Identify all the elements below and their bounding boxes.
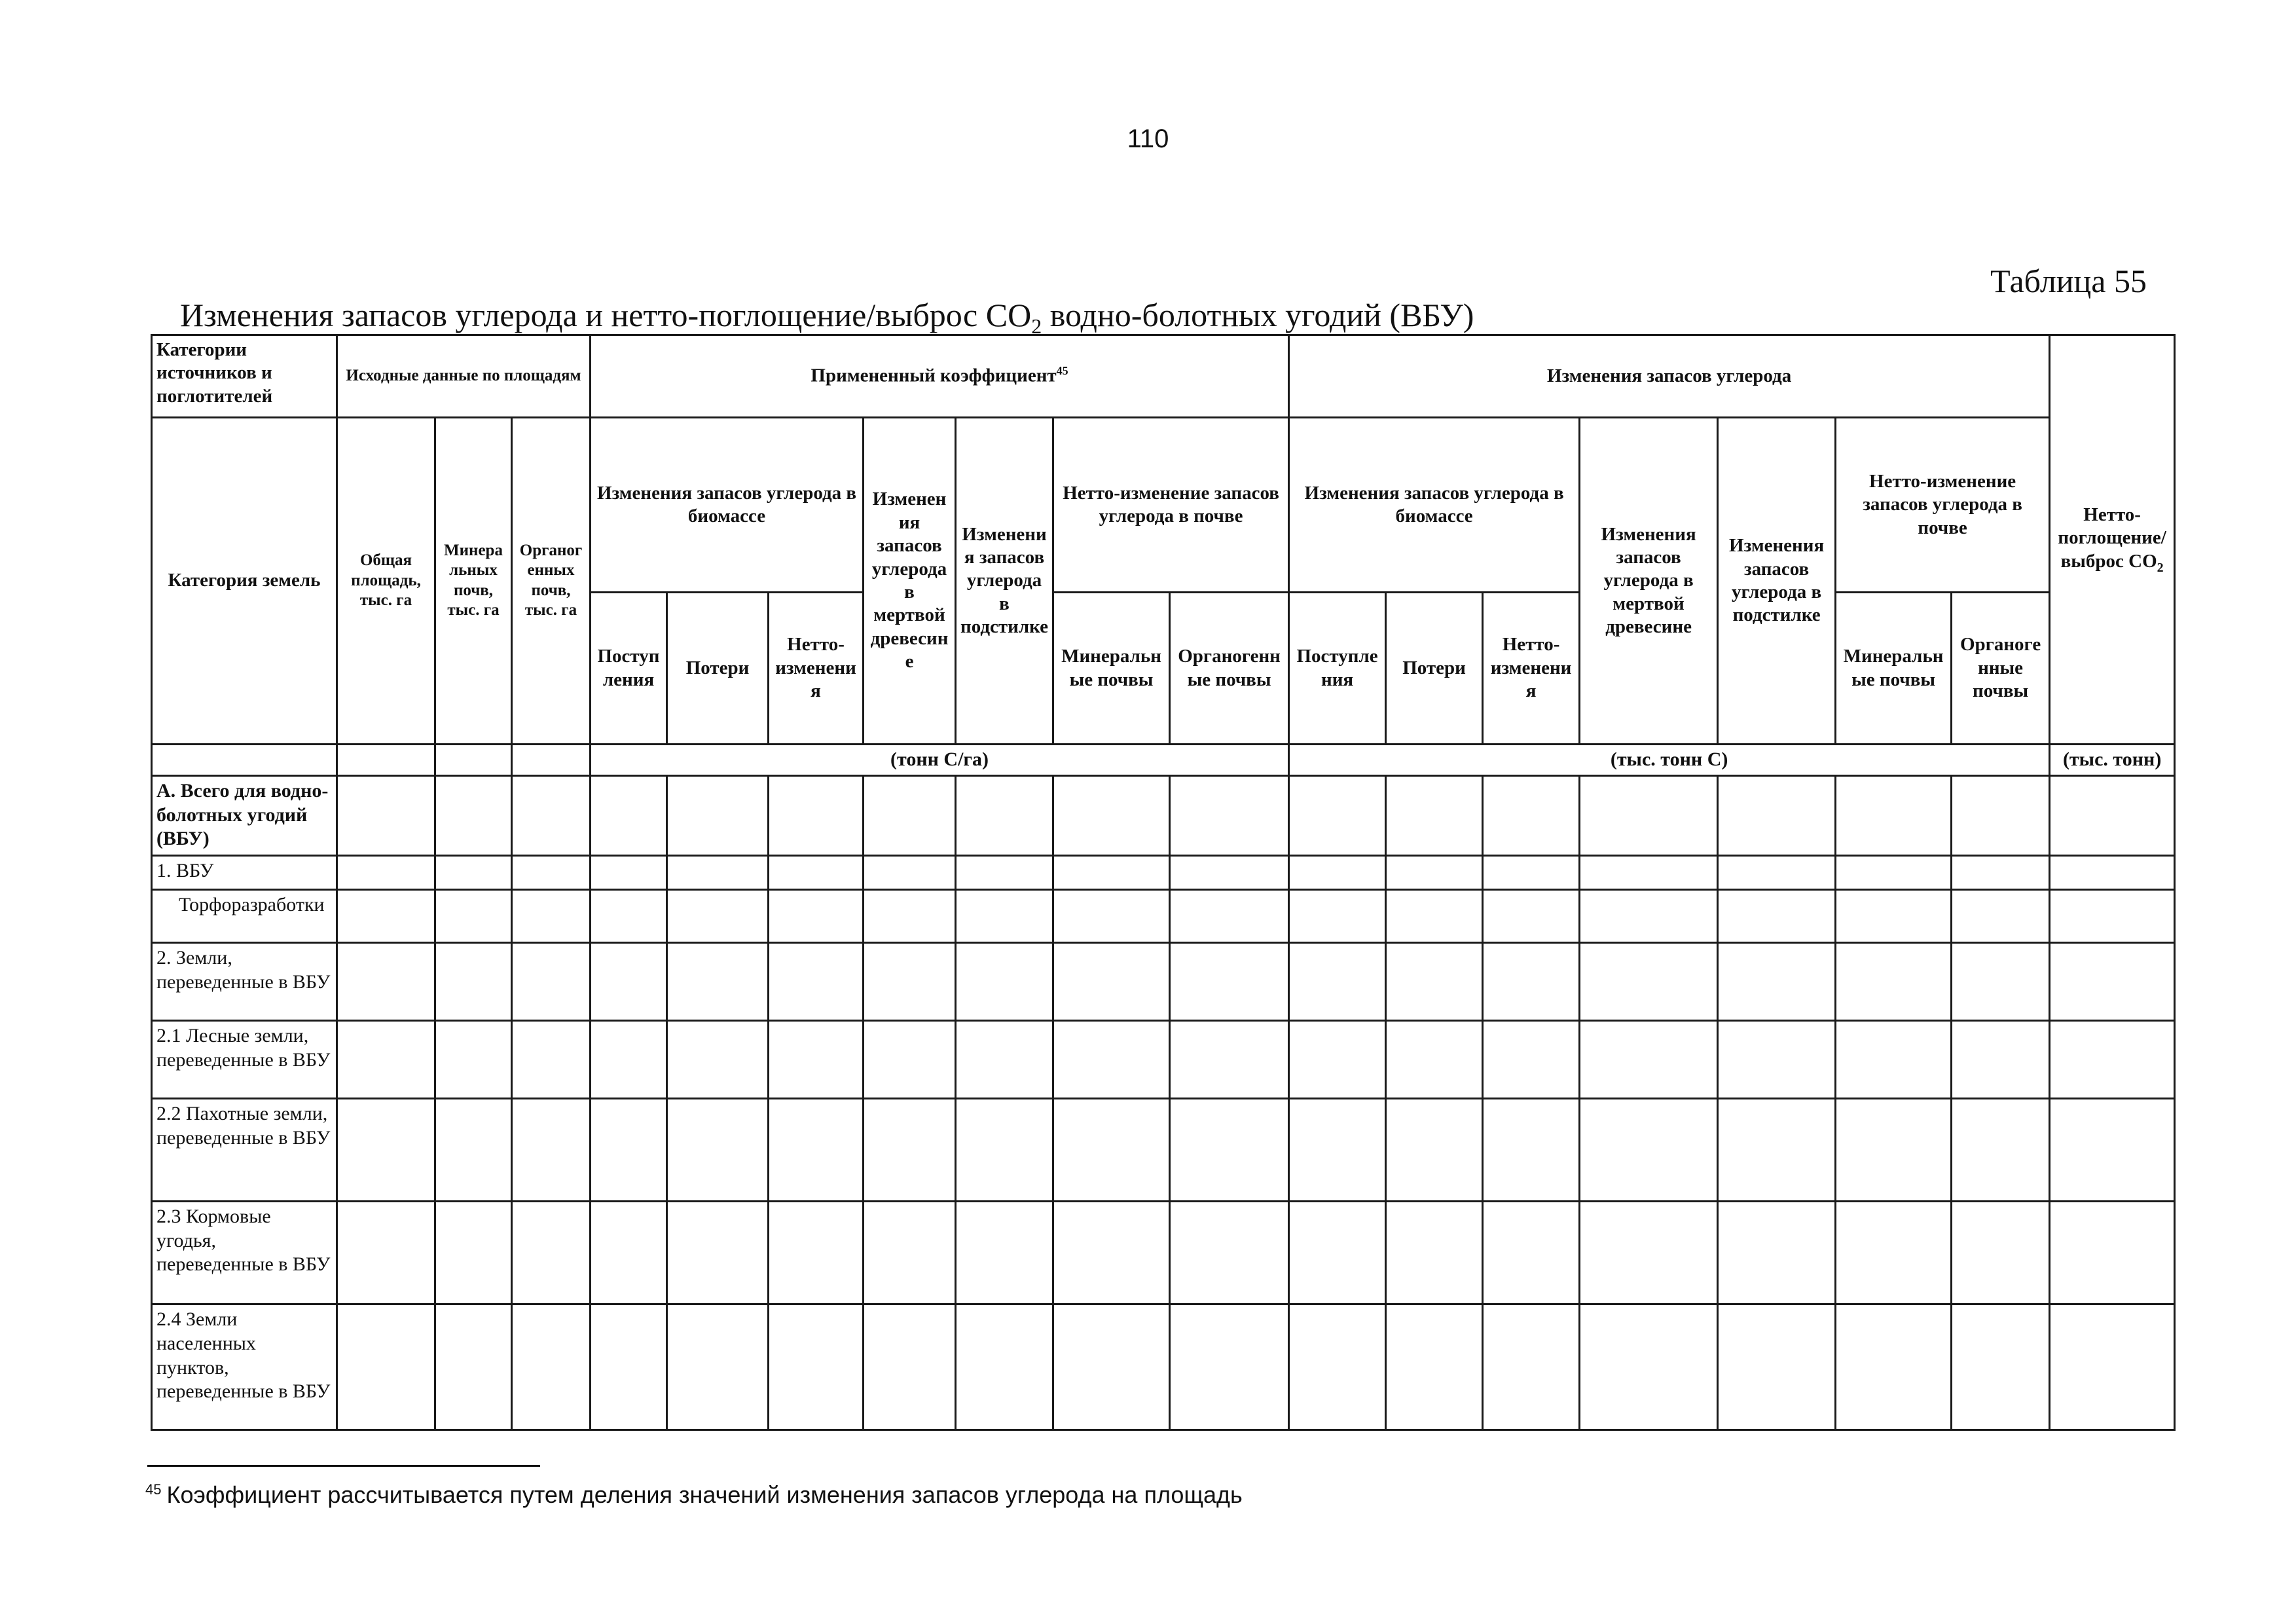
empty-cell — [1483, 890, 1580, 943]
empty-cell — [1483, 1304, 1580, 1430]
table-row — [152, 890, 2175, 943]
header-total-area: Общая площадь, тыс. га — [337, 417, 435, 744]
empty-cell — [435, 1098, 512, 1201]
empty-cell — [1289, 1021, 1386, 1099]
empty-cell — [1289, 1304, 1386, 1430]
stock-organic-soils: Органогенные почвы — [1952, 593, 2050, 745]
empty-cell — [1718, 943, 1836, 1021]
unit-empty-cell — [152, 744, 337, 775]
empty-cell — [337, 1021, 435, 1099]
empty-cell — [956, 1304, 1053, 1430]
empty-cell — [1580, 776, 1718, 856]
empty-cell — [337, 1202, 435, 1304]
coef-deadwood-changes: Изменения запасов углерода в мертвой древесине — [864, 417, 956, 744]
table-row — [152, 943, 2175, 1021]
stock-mineral-soils: Минеральные почвы — [1836, 593, 1952, 745]
stock-biomass-changes: Изменения запасов углерода в биомассе — [1289, 417, 1580, 592]
empty-cell — [1836, 1021, 1952, 1099]
empty-cell — [769, 776, 864, 856]
empty-cell — [512, 1021, 591, 1099]
empty-cell — [1718, 1304, 1836, 1430]
empty-cell — [435, 1202, 512, 1304]
empty-cell — [1386, 1021, 1483, 1099]
empty-cell — [1170, 943, 1289, 1021]
table-label: Таблица 55 — [1990, 263, 2147, 299]
empty-cell — [1718, 1098, 1836, 1201]
empty-cell — [1053, 943, 1170, 1021]
empty-cell — [2050, 856, 2175, 890]
empty-cell — [1053, 776, 1170, 856]
unit-empty-cell — [512, 744, 591, 775]
empty-cell — [591, 890, 667, 943]
carbon-stock-table — [151, 334, 2176, 1431]
empty-cell — [864, 943, 956, 1021]
empty-cell — [1952, 1202, 2050, 1304]
empty-cell — [956, 943, 1053, 1021]
empty-cell — [1053, 1202, 1170, 1304]
unit-co2: (тыс. тонн) — [2050, 744, 2175, 775]
empty-cell — [667, 776, 769, 856]
empty-cell — [591, 1304, 667, 1430]
empty-cell — [1952, 1304, 2050, 1430]
empty-cell — [769, 943, 864, 1021]
empty-cell — [1718, 776, 1836, 856]
empty-cell — [591, 1021, 667, 1099]
empty-cell — [1580, 856, 1718, 890]
empty-cell — [2050, 776, 2175, 856]
empty-cell — [956, 1098, 1053, 1201]
empty-cell — [1483, 1021, 1580, 1099]
row-label: 2.1 Лесные земли, переведенные в ВБУ — [152, 1021, 337, 1099]
empty-cell — [1170, 1021, 1289, 1099]
empty-cell — [956, 890, 1053, 943]
empty-cell — [1170, 776, 1289, 856]
empty-cell — [1580, 1098, 1718, 1201]
empty-cell — [337, 943, 435, 1021]
empty-cell — [1053, 890, 1170, 943]
empty-cell — [1580, 1021, 1718, 1099]
row-label: 2.4 Земли населенных пунктов, переведенные в ВБУ — [152, 1304, 337, 1430]
empty-cell — [2050, 890, 2175, 943]
header-organic-area: Органогенных почв, тыс. га — [512, 417, 591, 744]
empty-cell — [435, 856, 512, 890]
empty-cell — [1836, 1202, 1952, 1304]
coef-net-change: Нетто-изменения — [769, 593, 864, 745]
empty-cell — [2050, 1304, 2175, 1430]
empty-cell — [667, 943, 769, 1021]
empty-cell — [769, 1202, 864, 1304]
empty-cell — [1386, 1098, 1483, 1201]
empty-cell — [512, 1098, 591, 1201]
header-applied-coef — [591, 335, 1289, 418]
empty-cell — [1580, 890, 1718, 943]
title-text: Изменения запасов углерода и нетто-поглощение/выброс CO — [180, 297, 1032, 333]
empty-cell — [864, 856, 956, 890]
empty-cell — [1170, 1304, 1289, 1430]
net-uptake-subscript: 2 — [2157, 560, 2164, 575]
empty-cell — [1386, 1202, 1483, 1304]
empty-cell — [512, 1304, 591, 1430]
empty-cell — [1952, 943, 2050, 1021]
table-row — [152, 1202, 2175, 1304]
empty-cell — [1170, 1098, 1289, 1201]
empty-cell — [864, 1202, 956, 1304]
empty-cell — [864, 1098, 956, 1201]
empty-cell — [1053, 1021, 1170, 1099]
empty-cell — [667, 1202, 769, 1304]
empty-cell — [1483, 943, 1580, 1021]
empty-cell — [1289, 1202, 1386, 1304]
empty-cell — [1836, 776, 1952, 856]
coef-net-soil-change: Нетто-изменение запасов углерода в почве — [1053, 417, 1289, 592]
row-label: 2. Земли, переведенные в ВБУ — [152, 943, 337, 1021]
row-label: 2.2 Пахотные земли, переведенные в ВБУ — [152, 1098, 337, 1201]
empty-cell — [956, 856, 1053, 890]
empty-cell — [512, 1202, 591, 1304]
header-carbon-changes: Изменения запасов углерода — [1289, 335, 2050, 418]
unit-stock: (тыс. тонн С) — [1289, 744, 2050, 775]
empty-cell — [769, 856, 864, 890]
coef-mineral-soils: Минеральные почвы — [1053, 593, 1170, 745]
empty-cell — [667, 890, 769, 943]
empty-cell — [769, 1021, 864, 1099]
empty-cell — [435, 890, 512, 943]
empty-cell — [1836, 890, 1952, 943]
page-number: 110 — [1127, 124, 1169, 153]
empty-cell — [1053, 1304, 1170, 1430]
empty-cell — [1952, 856, 2050, 890]
empty-cell — [591, 1098, 667, 1201]
applied-coef-label: Примененный коэффициент — [811, 365, 1057, 387]
coef-losses: Потери — [667, 593, 769, 745]
title-text-end: водно-болотных угодий (ВБУ) — [1042, 297, 1474, 333]
empty-cell — [1580, 943, 1718, 1021]
empty-cell — [2050, 1098, 2175, 1201]
empty-cell — [1580, 1202, 1718, 1304]
table-row — [152, 1021, 2175, 1099]
table-row — [152, 856, 2175, 890]
empty-cell — [667, 856, 769, 890]
stock-net-soil-change: Нетто-изменение запасов углерода в почве — [1836, 417, 2050, 592]
empty-cell — [1952, 1098, 2050, 1201]
empty-cell — [435, 943, 512, 1021]
empty-cell — [1289, 776, 1386, 856]
stock-net-change: Нетто-изменения — [1483, 593, 1580, 745]
empty-cell — [1053, 1098, 1170, 1201]
empty-cell — [1836, 1304, 1952, 1430]
empty-cell — [769, 1304, 864, 1430]
empty-cell — [1483, 776, 1580, 856]
empty-cell — [864, 776, 956, 856]
header-categories: Категории источников и поглотителей — [152, 335, 337, 418]
coef-litter-changes: Изменения запасов углерода в подстилке — [956, 417, 1053, 744]
empty-cell — [1718, 1202, 1836, 1304]
empty-cell — [1718, 1021, 1836, 1099]
empty-cell — [667, 1304, 769, 1430]
empty-cell — [1289, 1098, 1386, 1201]
empty-cell — [1386, 943, 1483, 1021]
empty-cell — [1580, 1304, 1718, 1430]
footnote — [145, 1481, 1243, 1509]
empty-cell — [1836, 1098, 1952, 1201]
footnote-text: Коэффициент рассчитывается путем деления значений изменения запасов углерода на площадь — [166, 1481, 1243, 1508]
row-label: Торфоразработки — [152, 890, 337, 943]
empty-cell — [769, 890, 864, 943]
empty-cell — [1386, 1304, 1483, 1430]
unit-empty-cell — [435, 744, 512, 775]
table-row — [152, 776, 2175, 856]
empty-cell — [435, 776, 512, 856]
stock-litter-changes: Изменения запасов углерода в подстилке — [1718, 417, 1836, 744]
empty-cell — [1386, 776, 1483, 856]
header-mineral-area: Минеральных почв, тыс. га — [435, 417, 512, 744]
empty-cell — [1170, 1202, 1289, 1304]
empty-cell — [1952, 890, 2050, 943]
empty-cell — [2050, 1021, 2175, 1099]
empty-cell — [769, 1098, 864, 1201]
empty-cell — [337, 1304, 435, 1430]
empty-cell — [591, 856, 667, 890]
empty-cell — [1289, 890, 1386, 943]
empty-cell — [591, 943, 667, 1021]
applied-coef-footnote-mark: 45 — [1056, 364, 1068, 378]
empty-cell — [1170, 856, 1289, 890]
row-label: А. Всего для водно-болотных угодий (ВБУ) — [152, 776, 337, 856]
empty-cell — [1483, 1098, 1580, 1201]
unit-coef: (тонн С/га) — [591, 744, 1289, 775]
row-label: 2.3 Кормовые угодья, переведенные в ВБУ — [152, 1202, 337, 1304]
empty-cell — [956, 776, 1053, 856]
table-row — [152, 1098, 2175, 1201]
coef-biomass-changes: Изменения запасов углерода в биомассе — [591, 417, 864, 592]
empty-cell — [512, 776, 591, 856]
empty-cell — [1952, 776, 2050, 856]
net-uptake-label: Нетто-поглощение/выброс CO — [2058, 504, 2166, 572]
empty-cell — [337, 776, 435, 856]
empty-cell — [956, 1202, 1053, 1304]
empty-cell — [1289, 856, 1386, 890]
empty-cell — [2050, 1202, 2175, 1304]
empty-cell — [1483, 1202, 1580, 1304]
header-land-category: Категория земель — [152, 417, 337, 744]
table-row — [152, 1304, 2175, 1430]
coef-inflow: Поступления — [591, 593, 667, 745]
empty-cell — [1386, 856, 1483, 890]
empty-cell — [1053, 856, 1170, 890]
empty-cell — [1170, 890, 1289, 943]
unit-empty-cell — [337, 744, 435, 775]
empty-cell — [1836, 943, 1952, 1021]
empty-cell — [337, 890, 435, 943]
empty-cell — [1289, 943, 1386, 1021]
coef-organic-soils: Органогенные почвы — [1170, 593, 1289, 745]
empty-cell — [1483, 856, 1580, 890]
footnote-divider — [147, 1465, 540, 1467]
empty-cell — [864, 1021, 956, 1099]
stock-deadwood-changes: Изменения запасов углерода в мертвой древесине — [1580, 417, 1718, 744]
header-net-uptake — [2050, 335, 2175, 745]
empty-cell — [864, 890, 956, 943]
empty-cell — [435, 1021, 512, 1099]
empty-cell — [1386, 890, 1483, 943]
empty-cell — [435, 1304, 512, 1430]
row-label: 1. ВБУ — [152, 856, 337, 890]
empty-cell — [512, 943, 591, 1021]
stock-inflow: Поступления — [1289, 593, 1386, 745]
empty-cell — [667, 1021, 769, 1099]
empty-cell — [337, 856, 435, 890]
table-title — [180, 296, 1474, 339]
empty-cell — [1836, 856, 1952, 890]
empty-cell — [512, 856, 591, 890]
footnote-marker: 45 — [145, 1481, 162, 1498]
header-source-data: Исходные данные по площадям — [337, 335, 591, 418]
empty-cell — [591, 1202, 667, 1304]
empty-cell — [1952, 1021, 2050, 1099]
empty-cell — [591, 776, 667, 856]
empty-cell — [2050, 943, 2175, 1021]
empty-cell — [1718, 856, 1836, 890]
stock-losses: Потери — [1386, 593, 1483, 745]
empty-cell — [864, 1304, 956, 1430]
empty-cell — [337, 1098, 435, 1201]
empty-cell — [667, 1098, 769, 1201]
empty-cell — [1718, 890, 1836, 943]
empty-cell — [512, 890, 591, 943]
empty-cell — [956, 1021, 1053, 1099]
title-subscript: 2 — [1031, 314, 1042, 338]
